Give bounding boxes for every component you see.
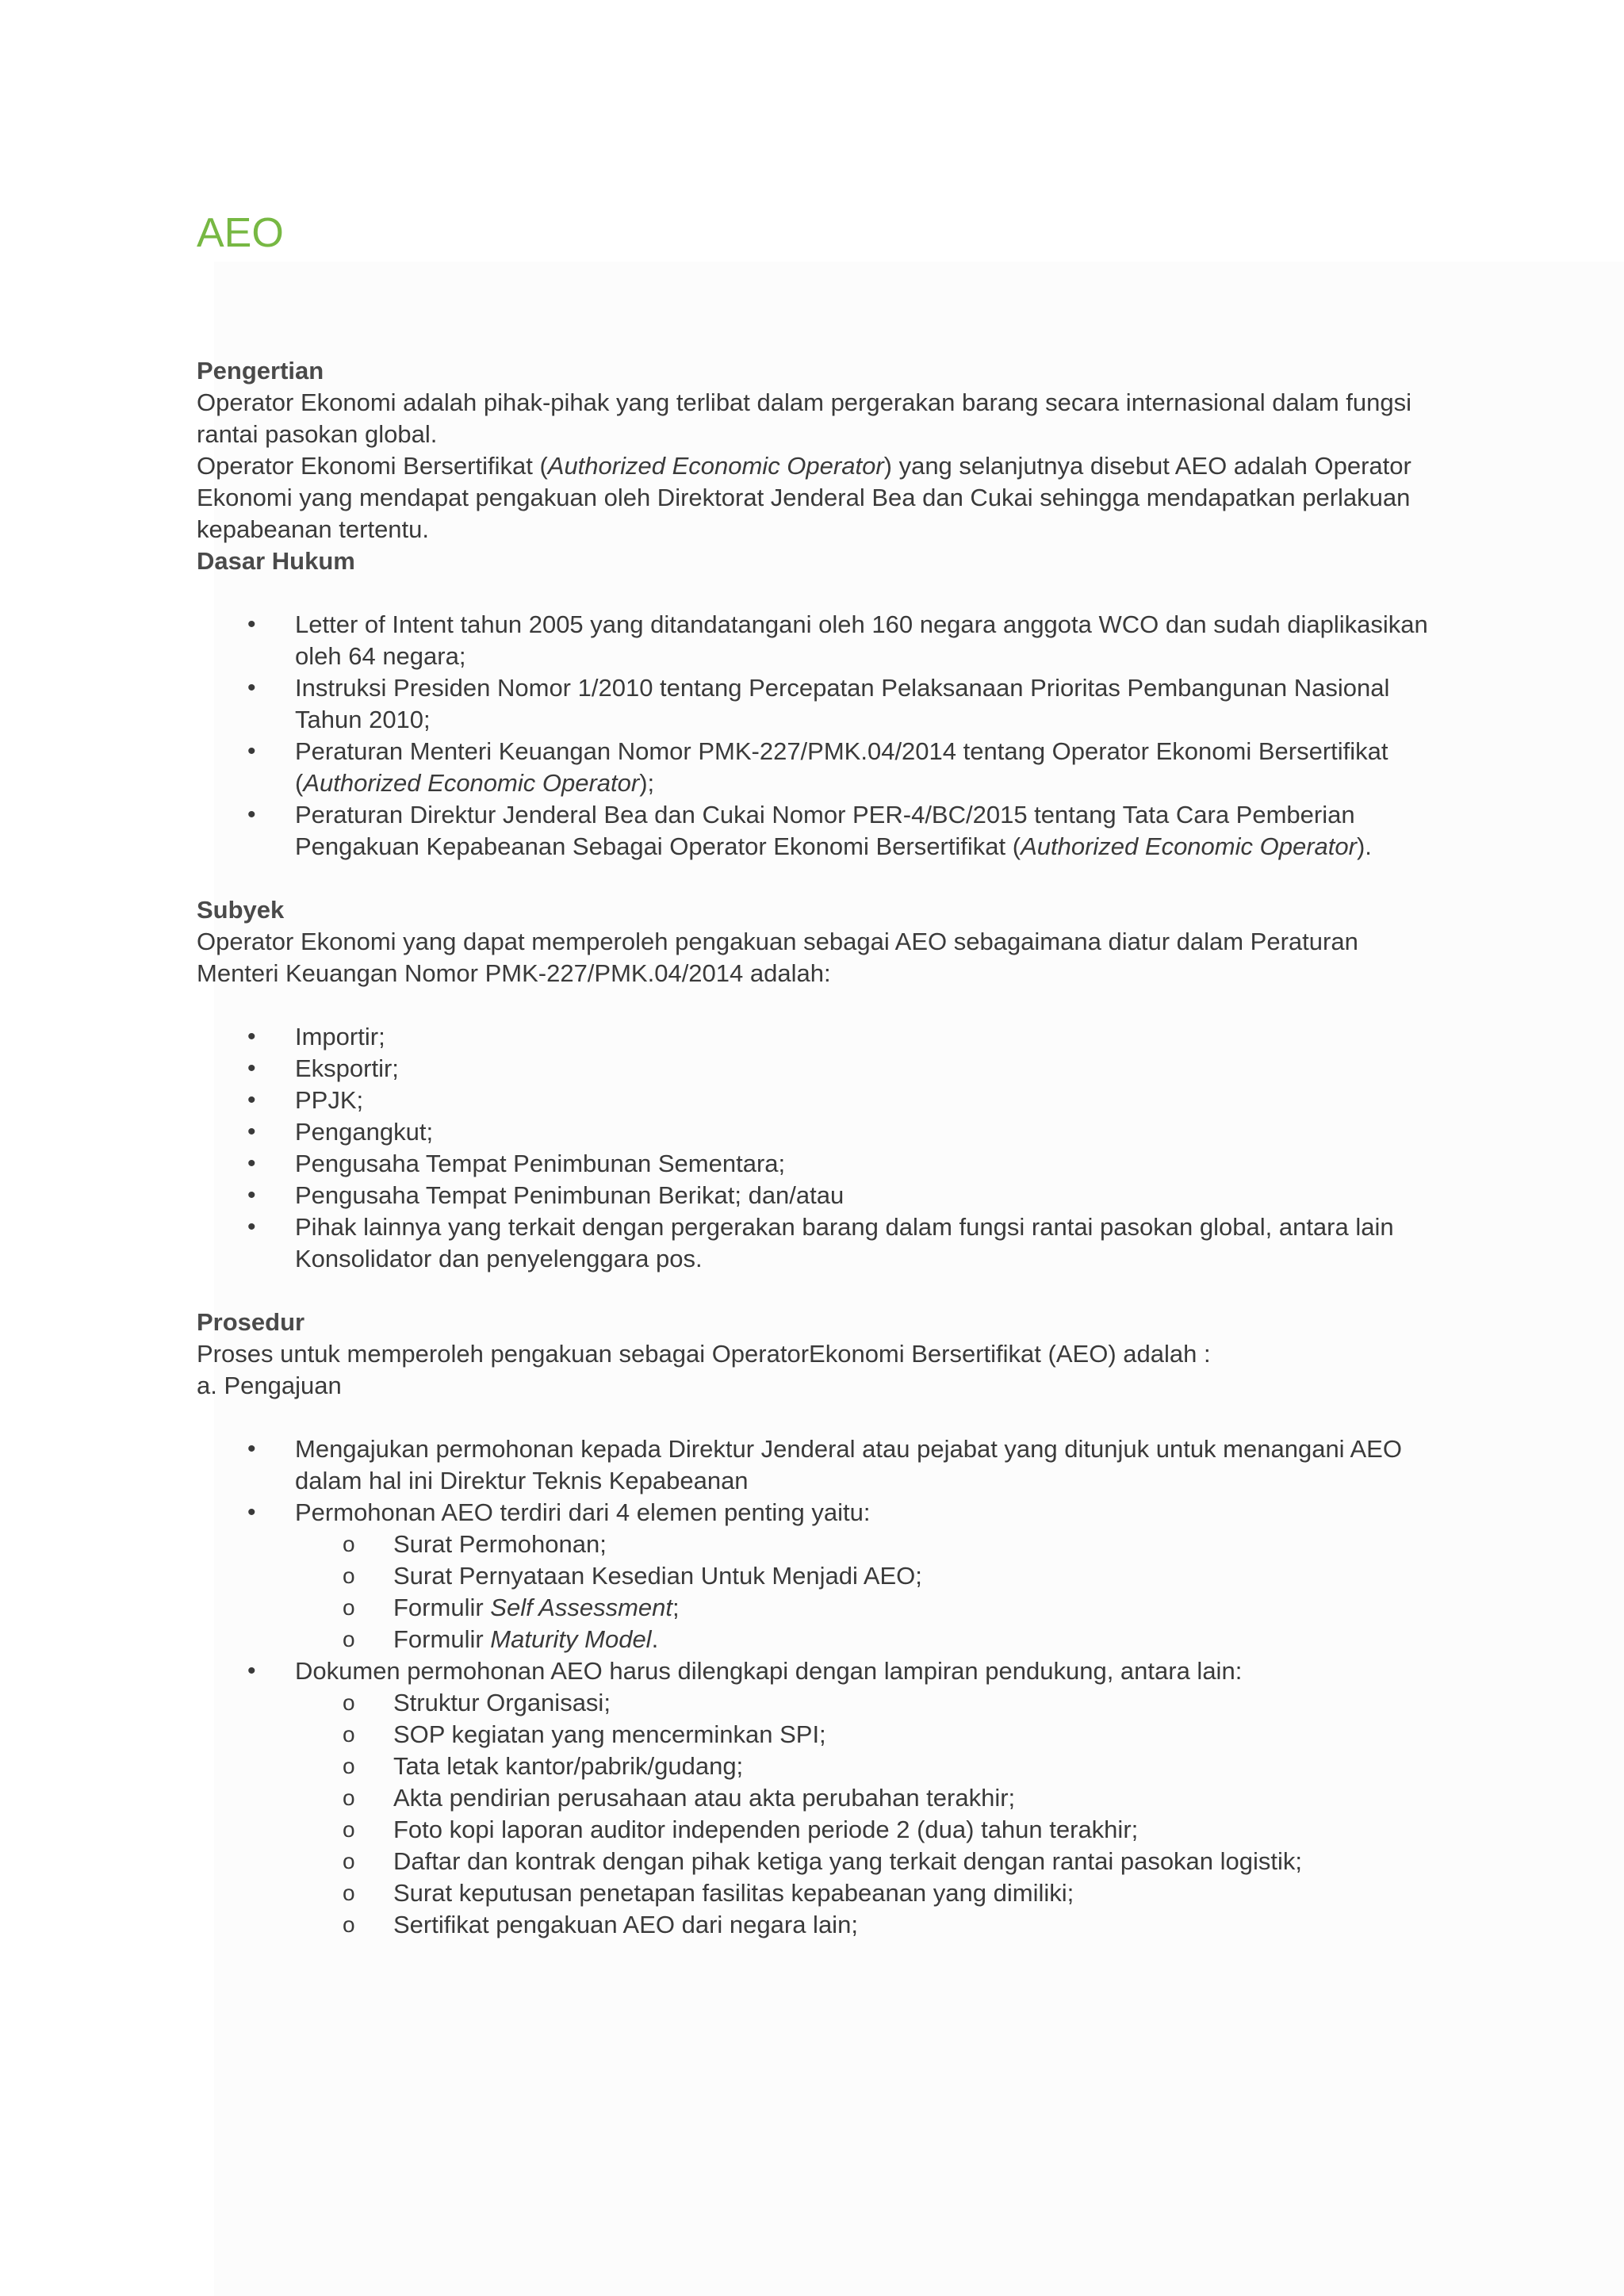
list-item: • Eksportir; — [197, 1053, 1434, 1085]
document-content — [197, 208, 1434, 1941]
list-item: • Instruksi Presiden Nomor 1/2010 tentang Percepatan Pelaksanaan Prioritas Pembangunan Nasional Tahun 2010; — [197, 672, 1434, 736]
sublist-item: o SOP kegiatan yang mencerminkan SPI; — [197, 1719, 1434, 1751]
heading-dasar-hukum: Dasar Hukum — [197, 547, 355, 575]
document-title: AEO — [197, 210, 284, 256]
subyek-intro: Operator Ekonomi yang dapat memperoleh pengakuan sebagai AEO sebagaimana diatur dalam Peraturan Menteri Keuangan Nomor PMK-227/PMK.04/2014 adalah: — [197, 928, 1358, 987]
sublist-item: o Akta pendirian perusahaan atau akta perubahan terakhir; — [197, 1782, 1434, 1814]
list-item: • Pengusaha Tempat Penimbunan Sementara; — [197, 1148, 1434, 1180]
heading-subyek: Subyek — [197, 896, 285, 924]
sublist-item: o Surat Pernyataan Kesedian Untuk Menjadi AEO; — [197, 1560, 1434, 1592]
prosedur-list — [197, 1433, 1434, 1529]
subyek-list — [197, 1021, 1434, 1275]
sublist-item: o Surat Permohonan; — [197, 1529, 1434, 1560]
sublist-item: o Daftar dan kontrak dengan pihak ketiga yang terkait dengan rantai pasokan logistik; — [197, 1846, 1434, 1877]
list-item: • PPJK; — [197, 1085, 1434, 1116]
list-item: • Permohonan AEO terdiri dari 4 elemen penting yaitu: — [197, 1497, 1434, 1529]
list-item: • Pengangkut; — [197, 1116, 1434, 1148]
elemen-sublist — [197, 1529, 1434, 1655]
list-item: • Letter of Intent tahun 2005 yang ditandatangani oleh 160 negara anggota WCO dan sudah diaplikasikan oleh 64 negara; — [197, 609, 1434, 672]
list-item: • Mengajukan permohonan kepada Direktur Jenderal atau pejabat yang ditunjuk untuk menangani AEO dalam hal ini Direktur Teknis Kepabeanan — [197, 1433, 1434, 1497]
prosedur-step-a: a. Pengajuan — [197, 1372, 342, 1399]
prosedur-list-2 — [197, 1655, 1434, 1687]
sublist-item: o Formulir Maturity Model. — [197, 1624, 1434, 1655]
list-item: • Peraturan Direktur Jenderal Bea dan Cukai Nomor PER-4/BC/2015 tentang Tata Cara Pemberian Pengakuan Kepabeanan Sebagai Operator Ekonomi Bersertifikat (Authorized Economic Operator). — [197, 799, 1434, 863]
sublist-item: o Surat keputusan penetapan fasilitas kepabeanan yang dimiliki; — [197, 1877, 1434, 1909]
list-item: • Peraturan Menteri Keuangan Nomor PMK-227/PMK.04/2014 tentang Operator Ekonomi Bersertifikat (Authorized Economic Operator); — [197, 736, 1434, 799]
heading-pengertian: Pengertian — [197, 357, 324, 385]
pengertian-paragraph-1: Operator Ekonomi adalah pihak-pihak yang terlibat dalam pergerakan barang secara internasional dalam fungsi rantai pasokan global. — [197, 388, 1411, 448]
heading-prosedur: Prosedur — [197, 1308, 305, 1336]
sublist-item: o Sertifikat pengakuan AEO dari negara lain; — [197, 1909, 1434, 1941]
sublist-item: o Tata letak kantor/pabrik/gudang; — [197, 1751, 1434, 1782]
sublist-item: o Formulir Self Assessment; — [197, 1592, 1434, 1624]
list-item: • Dokumen permohonan AEO harus dilengkapi dengan lampiran pendukung, antara lain: — [197, 1655, 1434, 1687]
list-item: • Pengusaha Tempat Penimbunan Berikat; dan/atau — [197, 1180, 1434, 1211]
dasar-hukum-list — [197, 609, 1434, 863]
pengertian-paragraph-2: Operator Ekonomi Bersertifikat (Authorized Economic Operator) yang selanjutnya disebut AEO adalah Operator Ekonomi yang mendapat pengakuan oleh Direktorat Jenderal Bea dan Cukai sehingga mendapatkan perlakuan kepabeanan tertentu. — [197, 452, 1411, 543]
sublist-item: o Struktur Organisasi; — [197, 1687, 1434, 1719]
sublist-item: o Foto kopi laporan auditor independen periode 2 (dua) tahun terakhir; — [197, 1814, 1434, 1846]
lampiran-sublist — [197, 1687, 1434, 1941]
list-item: • Importir; — [197, 1021, 1434, 1053]
list-item: • Pihak lainnya yang terkait dengan pergerakan barang dalam fungsi rantai pasokan global, antara lain Konsolidator dan penyelenggara pos. — [197, 1211, 1434, 1275]
prosedur-intro: Proses untuk memperoleh pengakuan sebagai OperatorEkonomi Bersertifikat (AEO) adalah : — [197, 1340, 1211, 1368]
